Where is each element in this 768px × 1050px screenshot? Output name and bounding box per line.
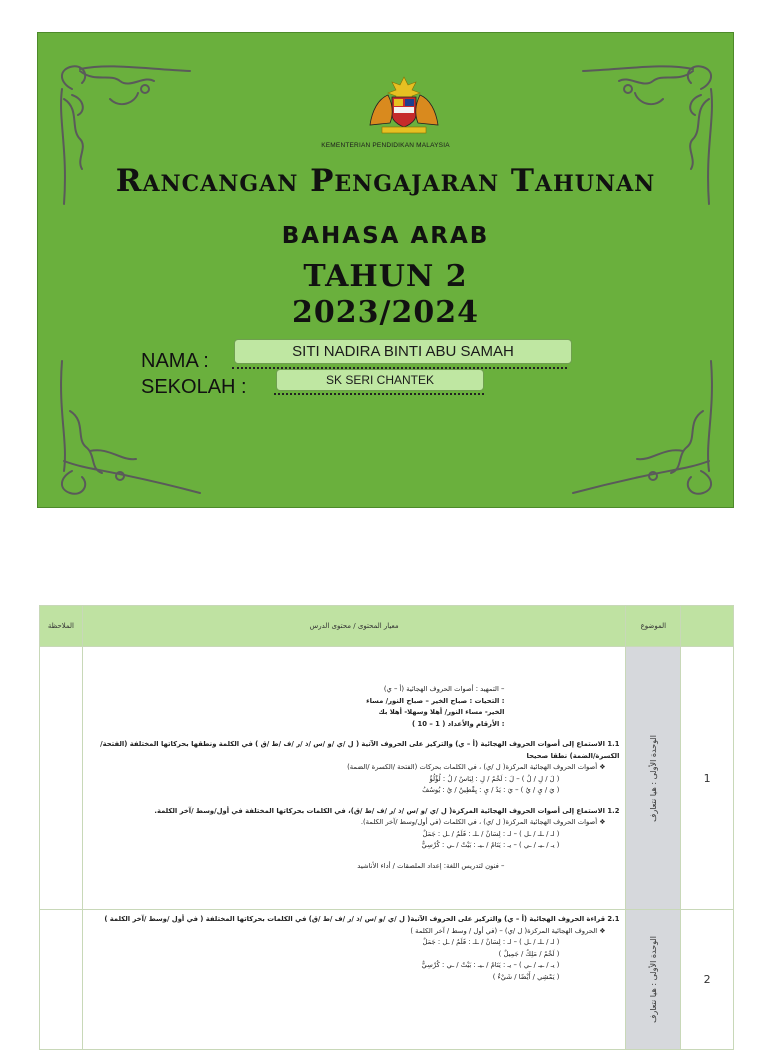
sekolah-dotted-line: [274, 393, 484, 395]
spacer: [91, 797, 620, 806]
content-line: ( لَ / لِ / لُ ) – لَ : لَحْمٌ / لِ : لِبَاسٌ / لُ : لُؤْلُؤٌ: [429, 774, 560, 783]
content-line: – التمهيد : أصوات الحروف الهجائية (أ – ي): [383, 685, 505, 693]
content-line: ❖ الحروف الهجائية المركزة( ل /ي) – (في أول / وسط / آخر الكلمة ): [410, 926, 606, 935]
content-line: ( لـ / ـلـ / ـل ) – لـ : لِسَانٌ / ـلـ : قَلَمٌ / ـل : جَمَلٌ: [422, 938, 560, 946]
notes-cell: [40, 647, 83, 910]
content-line: 1.2 الاستماع إلى أصوات الحروف الهجائية المركزة( ل /ي /و /س /ذ /ر /ف /ط /ق)، في الكلمات بحركاتها المختلفة في أول/وسط /آخر الكلمة.: [154, 806, 620, 815]
content-line: : الأرقام والأعداد ( 1 – 10 ): [412, 719, 505, 728]
content-line: ❖ أصوات الحروف الهجائية المركزة( ل /ي) ، في الكلمات بحركات (الفتحة /الكسرة /الضمة): [347, 763, 606, 771]
document-title: Rancangan Pengajaran Tahunan: [115, 163, 656, 199]
content-line: ( يَ / يِ / يُ ) – يَ : يَدٌ / يِ : يِقْطِينٌ / يُ : يُوسُفُ: [422, 786, 560, 794]
topic-label: الوحدة الأولى : هيا نتعارف: [648, 936, 658, 1023]
spacer: [91, 852, 620, 861]
content-line: ❖ أصوات الحروف الهجائية المركزة( ل /ي) ، في الكلمات (في أول/وسط /آخر الكلمة).: [360, 818, 606, 826]
week-number: 2: [681, 910, 734, 1050]
content-line: 2.1 قراءة الحروف الهجائية (أ – ي) والتركيز على الحروف الآتية( ل /ي /و /س /ذ /ر /ف /ط /ق) في الكلمات بحركاتها المختلفة ( في أول /وسط /آخر الكلمة ): [104, 915, 620, 923]
bottom-right-ornament-icon: [563, 351, 723, 501]
session-title: 2023/2024: [292, 295, 479, 330]
content-line: ( يَمْشِي / أَيْضًا / شَيْءٌ ): [492, 972, 560, 981]
topic-cell: [626, 647, 681, 910]
content-line: ( لـ / ـلـ / ـل ) – لـ : لِسَانٌ / ـلـ : قَلَمٌ / ـل : جَمَلٌ: [422, 829, 560, 838]
nama-label: NAMA :: [141, 350, 209, 372]
sekolah-label: SEKOLAH :: [141, 376, 247, 398]
content-line: 1.1 الاستماع إلى أصوات الحروف الهجائية (أ – ي) والتركيز على الحروف الآتية ( ل /ي /و /س /ذ /ر /ف /ط /ق ) في الكلمة ونطقها بحركاتها المختلفة (الفتحة/الكسرة/الضمة) نطقا صحيحا: [100, 740, 620, 760]
content-line: : التحيات : صباح الخير – صباح النور/ مساء: [366, 696, 505, 705]
header-content-standard: معيار المحتوى / محتوى الدرس: [82, 606, 626, 647]
notes-cell: [40, 910, 83, 1050]
table-header-row: [40, 606, 734, 647]
content-line: ( لَحْمٌ / مَلِكٌ / جَمِيلٌ ): [498, 949, 560, 958]
bottom-left-ornament-icon: [50, 351, 210, 501]
header-notes: الملاحظة: [40, 606, 83, 647]
year-title: TAHUN 2: [303, 259, 468, 294]
week-number: 1: [681, 647, 734, 910]
table-row: [40, 910, 734, 1050]
content-cell: [82, 910, 626, 1050]
content-line: ( يـ / ـيـ / ـي ) – يـ : يَنَامُ / ـيـ : بَيْتٌ / ـي : كُرْسِيٌّ: [421, 961, 560, 969]
sekolah-field[interactable]: SK SERI CHANTEK: [276, 369, 484, 391]
content-line: ( يـ / ـيـ / ـي ) – يـ : يَنَامُ / ـيـ : بَيْتٌ / ـي : كُرْسِيٌّ: [421, 841, 560, 849]
header-week: [681, 606, 734, 647]
spacer: [91, 730, 620, 739]
yearly-plan-table: [39, 605, 734, 1050]
header-topic: الموضوع: [626, 606, 681, 647]
topic-cell: [626, 910, 681, 1050]
content-cell: [82, 647, 626, 910]
subject-title: BAHASA ARAB: [281, 223, 490, 249]
content-line: – فنون لتدريس اللغة: إعداد الملصقات / أداء الأناشيد: [357, 861, 505, 870]
topic-label: الوحدة الأولى : هيا نتعارف: [648, 734, 658, 822]
ministry-name: KEMENTERIAN PENDIDIKAN MALAYSIA: [321, 142, 450, 149]
table-row: [40, 647, 734, 910]
nama-field[interactable]: SITI NADIRA BINTI ABU SAMAH: [234, 339, 572, 364]
cover-page: [37, 32, 734, 508]
content-line: الخير- مساء النور/ أهلا وسهلا- أهلا بك: [378, 708, 505, 716]
malaysia-coat-of-arms-icon: [362, 75, 446, 137]
